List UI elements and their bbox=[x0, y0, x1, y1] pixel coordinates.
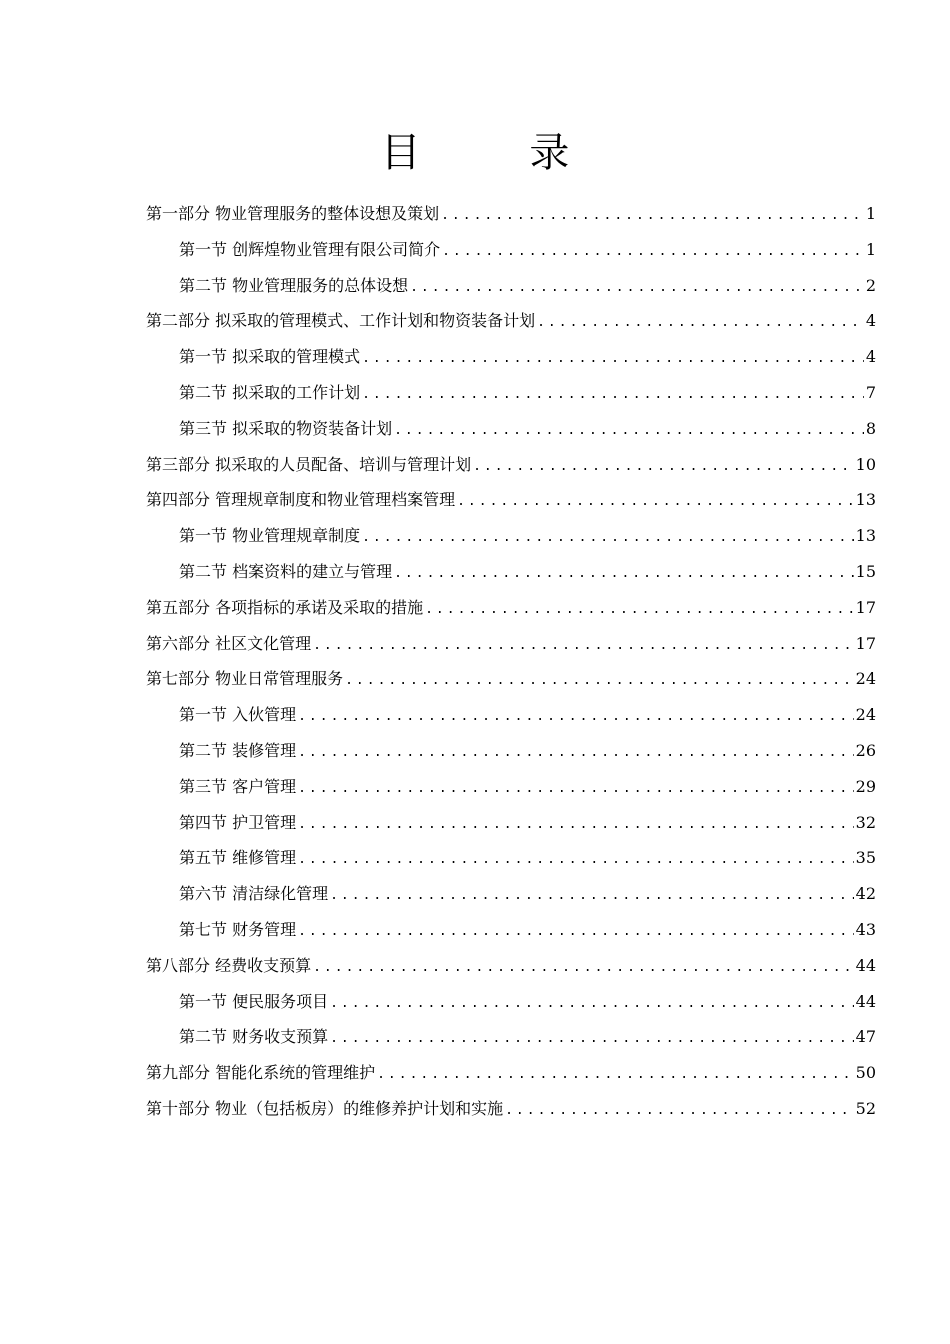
toc-entry-label: 第七节 财务管理 bbox=[179, 919, 297, 939]
toc-page-number: 52 bbox=[855, 1098, 876, 1118]
toc-page-number: 7 bbox=[865, 382, 876, 402]
toc-page-number: 24 bbox=[855, 705, 876, 725]
toc-page-number: 1 bbox=[865, 239, 876, 259]
toc-page-number: 13 bbox=[855, 490, 876, 510]
toc-entry[interactable] bbox=[146, 554, 876, 590]
toc-entry-label: 第六节 清洁绿化管理 bbox=[179, 884, 329, 904]
toc-entry-label: 第一节 创辉煌物业管理有限公司简介 bbox=[179, 239, 441, 259]
toc-leader-dots bbox=[298, 735, 854, 771]
toc-leader-dots bbox=[442, 234, 864, 270]
toc-entry[interactable] bbox=[146, 876, 876, 912]
toc-page-number: 43 bbox=[855, 919, 876, 939]
toc-entry[interactable] bbox=[146, 339, 876, 375]
toc-entry[interactable] bbox=[146, 375, 876, 411]
table-of-contents bbox=[146, 196, 876, 1127]
toc-entry[interactable] bbox=[146, 196, 876, 232]
toc-page-number: 47 bbox=[855, 1027, 876, 1047]
toc-entry-label: 第三节 拟采取的物资装备计划 bbox=[179, 418, 393, 438]
toc-leader-dots bbox=[362, 341, 864, 377]
toc-leader-dots bbox=[298, 914, 854, 950]
toc-leader-dots bbox=[330, 1021, 854, 1057]
toc-entry[interactable] bbox=[146, 626, 876, 662]
toc-entry-label: 第四节 护卫管理 bbox=[179, 812, 297, 832]
toc-leader-dots bbox=[537, 305, 864, 341]
toc-leader-dots bbox=[377, 1057, 854, 1093]
toc-entry[interactable] bbox=[146, 805, 876, 841]
toc-leader-dots bbox=[362, 520, 854, 556]
toc-page-number: 4 bbox=[865, 347, 876, 367]
toc-leader-dots bbox=[410, 270, 864, 306]
toc-entry-label: 第七部分 物业日常管理服务 bbox=[146, 669, 344, 689]
toc-leader-dots bbox=[362, 377, 864, 413]
toc-entry[interactable] bbox=[146, 912, 876, 948]
toc-entry-label: 第一节 拟采取的管理模式 bbox=[179, 347, 361, 367]
toc-page-number: 29 bbox=[855, 776, 876, 796]
toc-page-number: 24 bbox=[855, 669, 876, 689]
toc-page-number: 2 bbox=[865, 275, 876, 295]
toc-entry-label: 第一部分 物业管理服务的整体设想及策划 bbox=[146, 204, 440, 223]
toc-entry-label: 第二部分 拟采取的管理模式、工作计划和物资装备计划 bbox=[146, 311, 536, 331]
toc-entry-label: 第四部分 管理规章制度和物业管理档案管理 bbox=[146, 490, 456, 510]
toc-page-number: 4 bbox=[865, 311, 876, 331]
toc-entry-label: 第八部分 经费收支预算 bbox=[146, 955, 312, 975]
toc-entry-label: 第三部分 拟采取的人员配备、培训与管理计划 bbox=[146, 454, 472, 474]
toc-entry[interactable] bbox=[146, 1091, 876, 1127]
toc-page-number: 44 bbox=[855, 991, 876, 1011]
toc-entry[interactable] bbox=[146, 1019, 876, 1055]
toc-entry-label: 第九部分 智能化系统的管理维护 bbox=[146, 1063, 376, 1083]
toc-entry[interactable] bbox=[146, 411, 876, 447]
toc-leader-dots bbox=[473, 449, 854, 485]
toc-entry-label: 第六部分 社区文化管理 bbox=[146, 633, 312, 653]
toc-entry[interactable] bbox=[146, 447, 876, 483]
toc-entry-label: 第五部分 各项指标的承诺及采取的措施 bbox=[146, 597, 424, 617]
toc-entry-label: 第二节 档案资料的建立与管理 bbox=[179, 561, 393, 581]
toc-leader-dots bbox=[394, 413, 864, 449]
toc-page-number: 15 bbox=[855, 561, 876, 581]
toc-entry[interactable] bbox=[146, 840, 876, 876]
toc-entry-label: 第一节 便民服务项目 bbox=[179, 991, 329, 1011]
toc-leader-dots bbox=[425, 592, 854, 628]
toc-entry[interactable] bbox=[146, 769, 876, 805]
toc-leader-dots bbox=[313, 950, 854, 986]
toc-entry-label: 第三节 客户管理 bbox=[179, 776, 297, 796]
toc-leader-dots bbox=[441, 198, 864, 234]
toc-leader-dots bbox=[298, 807, 854, 843]
toc-leader-dots bbox=[330, 986, 854, 1022]
toc-page-number: 32 bbox=[855, 812, 876, 832]
toc-page-number: 42 bbox=[855, 884, 876, 904]
toc-entry-label: 第五节 维修管理 bbox=[179, 848, 297, 868]
toc-leader-dots bbox=[298, 699, 854, 735]
toc-page-number: 10 bbox=[855, 454, 876, 474]
toc-entry-label: 第十部分 物业（包括板房）的维修养护计划和实施 bbox=[146, 1098, 504, 1118]
toc-entry[interactable] bbox=[146, 590, 876, 626]
toc-leader-dots bbox=[394, 556, 854, 592]
toc-entry[interactable] bbox=[146, 1055, 876, 1091]
toc-leader-dots bbox=[313, 628, 854, 664]
toc-entry[interactable] bbox=[146, 661, 876, 697]
toc-entry[interactable] bbox=[146, 232, 876, 268]
toc-entry[interactable] bbox=[146, 518, 876, 554]
toc-entry-label: 第二节 物业管理服务的总体设想 bbox=[179, 275, 409, 295]
toc-leader-dots bbox=[298, 771, 854, 807]
toc-page-number: 1 bbox=[865, 204, 876, 223]
toc-entry[interactable] bbox=[146, 733, 876, 769]
toc-entry[interactable] bbox=[146, 303, 876, 339]
toc-entry[interactable] bbox=[146, 984, 876, 1020]
toc-title: 目 录 bbox=[380, 130, 618, 176]
toc-page-number: 44 bbox=[855, 955, 876, 975]
toc-entry[interactable] bbox=[146, 948, 876, 984]
toc-entry-label: 第二节 装修管理 bbox=[179, 740, 297, 760]
toc-page-number: 17 bbox=[855, 633, 876, 653]
toc-page-number: 17 bbox=[855, 597, 876, 617]
toc-leader-dots bbox=[330, 878, 854, 914]
toc-entry[interactable] bbox=[146, 482, 876, 518]
toc-leader-dots bbox=[345, 663, 854, 699]
toc-entry[interactable] bbox=[146, 697, 876, 733]
toc-leader-dots bbox=[457, 484, 854, 520]
toc-entry-label: 第一节 物业管理规章制度 bbox=[179, 526, 361, 546]
toc-entry-label: 第二节 财务收支预算 bbox=[179, 1027, 329, 1047]
toc-page-number: 50 bbox=[855, 1063, 876, 1083]
toc-entry-label: 第二节 拟采取的工作计划 bbox=[179, 382, 361, 402]
toc-leader-dots bbox=[298, 842, 854, 878]
toc-entry[interactable] bbox=[146, 268, 876, 304]
toc-page-number: 35 bbox=[855, 848, 876, 868]
toc-page-number: 26 bbox=[855, 740, 876, 760]
toc-page-number: 13 bbox=[855, 526, 876, 546]
toc-leader-dots bbox=[505, 1093, 854, 1129]
toc-entry-label: 第一节 入伙管理 bbox=[179, 705, 297, 725]
toc-page-number: 8 bbox=[865, 418, 876, 438]
